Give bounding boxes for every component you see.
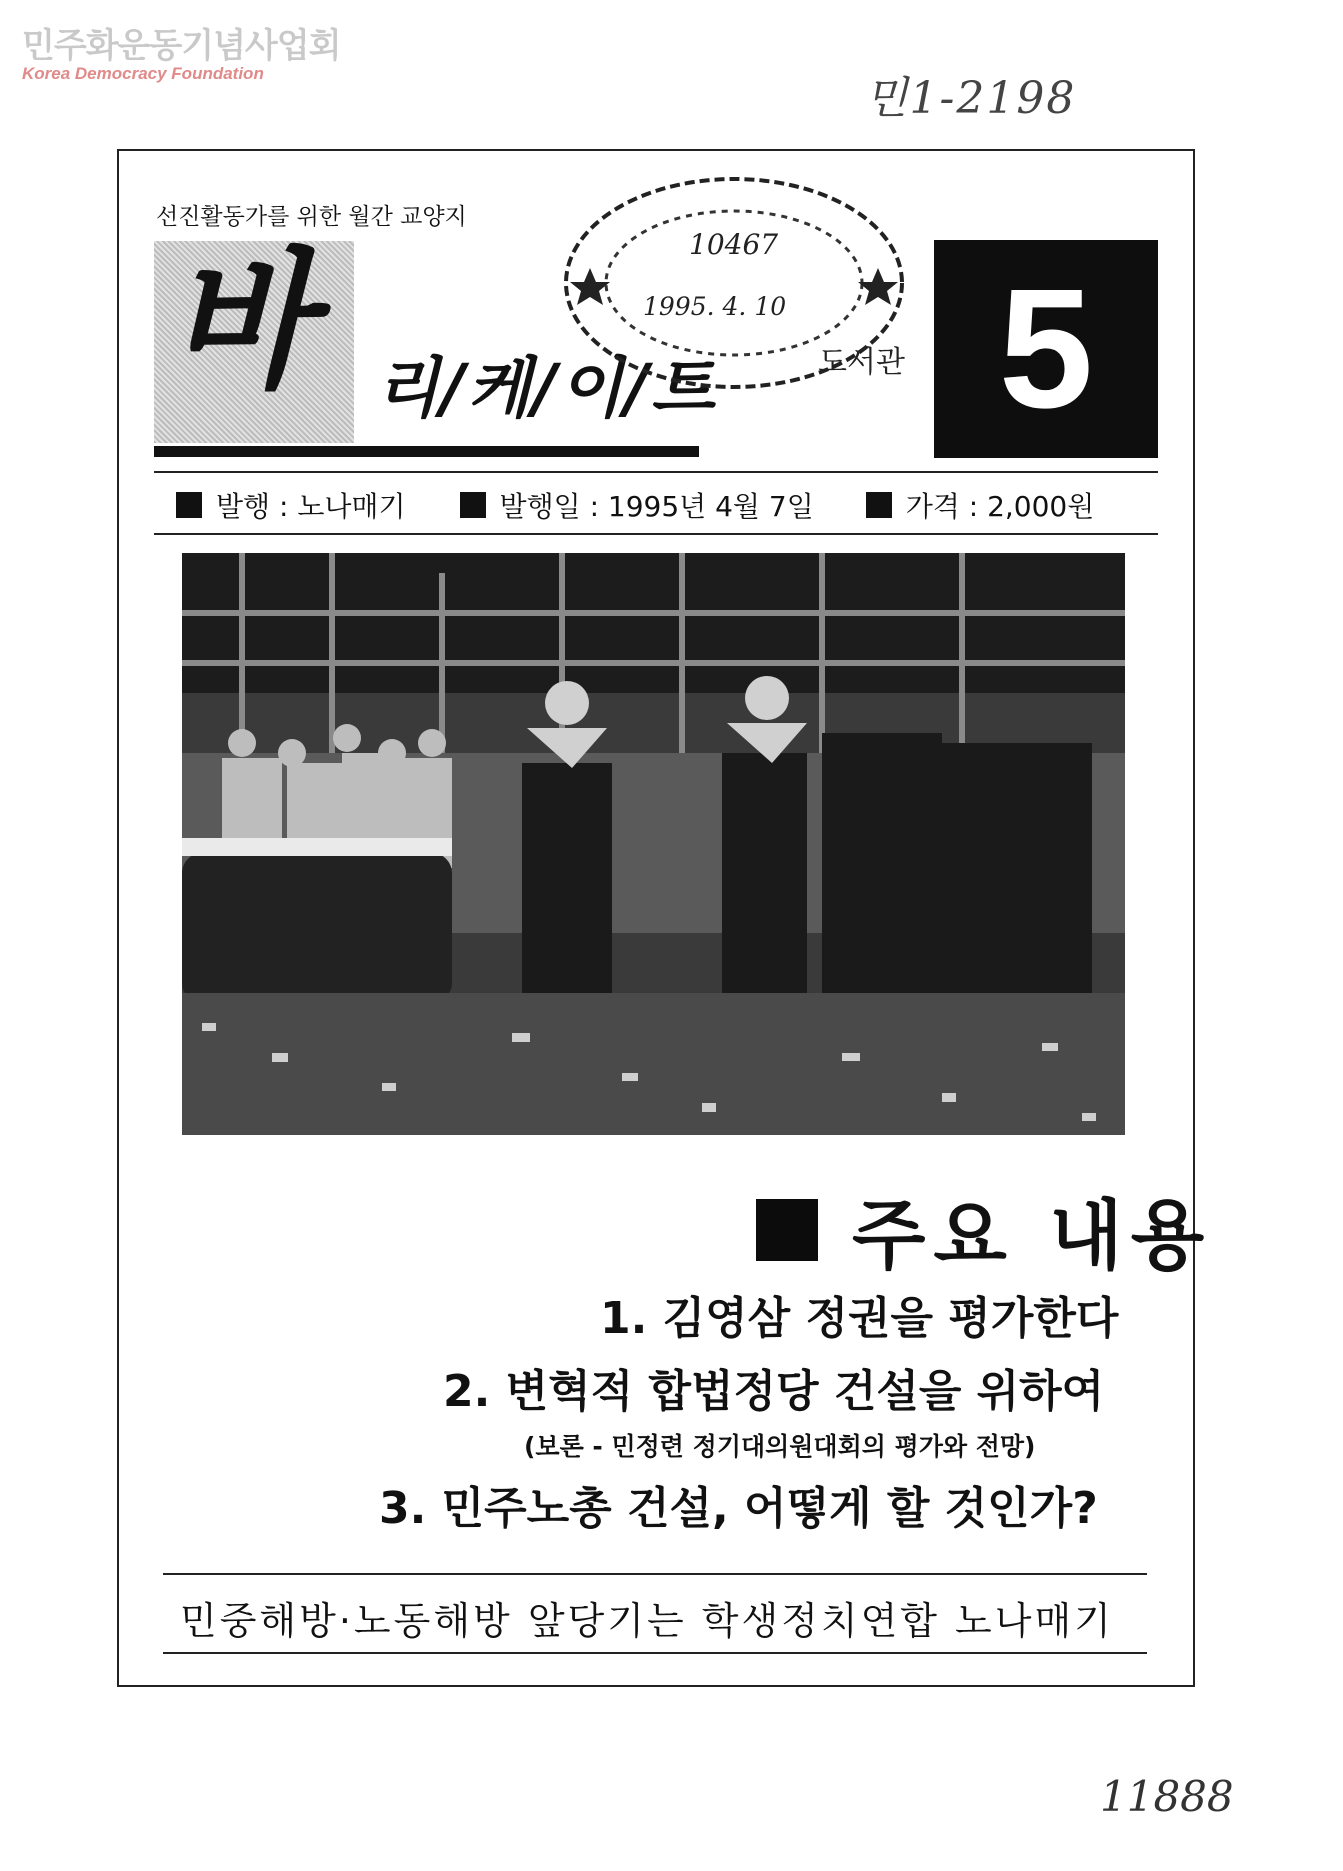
handwritten-page-number: 11888 <box>1100 1772 1234 1821</box>
info-rule-bottom <box>154 533 1158 535</box>
publication-info <box>176 485 1094 525</box>
publisher-text: 발행 : 노나매기 <box>216 490 406 523</box>
contents-heading <box>756 1175 1212 1284</box>
date-info <box>460 485 814 525</box>
title-underline <box>154 446 699 457</box>
stamp-number: 10467 <box>689 228 779 261</box>
title-rest: 리/케/이/트 <box>375 350 717 427</box>
cover-photo <box>182 553 1125 1135</box>
square-bullet-icon <box>866 492 892 518</box>
publisher-info <box>176 485 406 525</box>
contents-item-subnote: (보론 - 민정련 정기대의원대회의 평가와 전망) <box>524 1432 1036 1461</box>
slogan-rule-bottom <box>163 1652 1147 1654</box>
info-rule-top <box>154 471 1158 473</box>
contents-heading-text: 주요 내용 <box>852 1191 1213 1280</box>
date-text: 발행일 : 1995년 4월 7일 <box>499 490 814 523</box>
tagline: 선진활동가를 위한 월간 교양지 <box>156 204 467 230</box>
handwritten-archive-code: 민1-2198 <box>865 73 1077 124</box>
contents-item: 3. 민주노총 건설, 어떻게 할 것인가? <box>379 1483 1098 1534</box>
title-first-letter: 바 <box>168 235 305 409</box>
cover-photo-image <box>182 553 1125 1135</box>
slogan: 민중해방·노동해방 앞당기는 학생정치연합 노나매기 <box>180 1599 1114 1643</box>
stamp-date: 1995. 4. 10 <box>643 292 787 321</box>
issue-number: 5 <box>998 254 1094 444</box>
square-bullet-icon <box>460 492 486 518</box>
watermark-org-english: Korea Democracy Foundation <box>22 64 264 83</box>
watermark-org-korean: 민주화운동기념사업회 <box>22 26 341 66</box>
price-info <box>866 485 1095 525</box>
stamp-label: 도서관 <box>818 345 905 380</box>
contents-item: 1. 김영삼 정권을 평가한다 <box>600 1293 1119 1344</box>
square-bullet-icon <box>756 1199 818 1261</box>
contents-item: 2. 변혁적 합법정당 건설을 위하여 <box>443 1366 1105 1417</box>
price-text: 가격 : 2,000원 <box>905 490 1095 523</box>
square-bullet-icon <box>176 492 202 518</box>
library-stamp <box>560 172 908 394</box>
slogan-rule-top <box>163 1573 1147 1575</box>
